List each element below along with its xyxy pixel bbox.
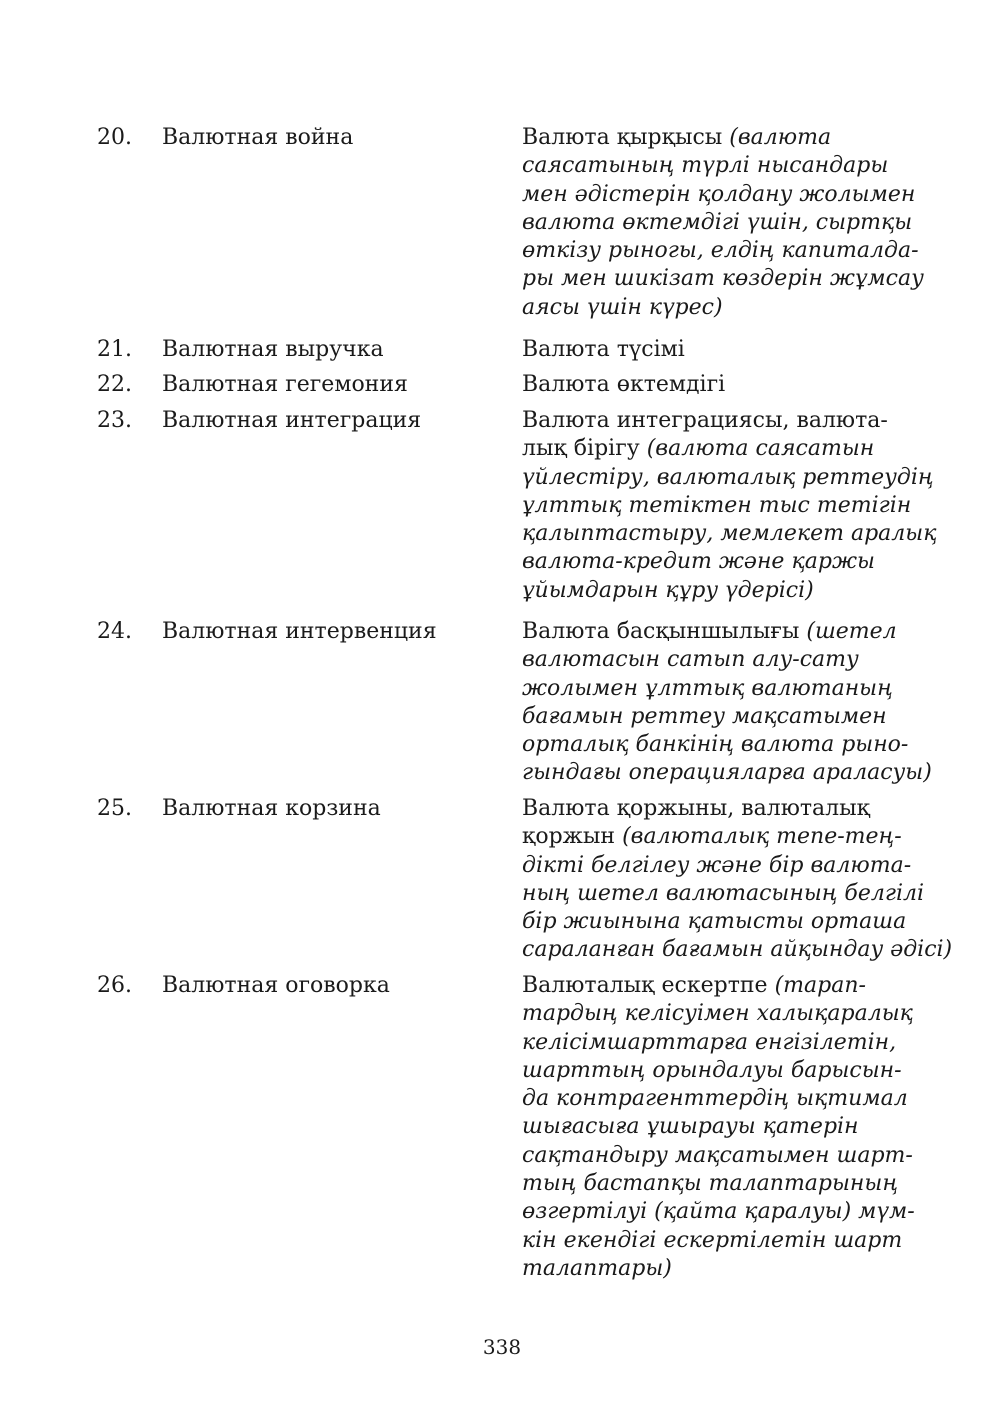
definition-explanation: валютасын сатып алу-сату [522,647,859,673]
definition-line [522,464,934,492]
definition-line [522,181,922,209]
definition-line [522,294,922,322]
definition-line [522,972,922,1000]
definition-line [522,1227,922,1255]
definition-explanation: (валюта [729,125,832,150]
definition-explanation: дікті белгілеу және бір валюта- [522,852,912,878]
kazakh-definition [522,371,922,399]
definition-explanation: аясы үшін күрес) [522,294,723,320]
kazakh-definition [522,795,953,965]
definition-term: Валюта басқыншылығы [522,619,807,644]
definition-explanation: ұйымдарын құру үдерісі) [522,577,814,603]
definition-explanation: келісімшарттарға енгізілетін, [522,1029,897,1055]
entry-number: 20. [97,125,132,150]
definition-line [522,492,922,520]
definition-term: қоржын [522,824,623,850]
definition-term: Валюталық ескертпе [522,973,775,998]
definition-explanation: тардың келісуімен халықаралық [522,1001,913,1027]
definition-line [522,1255,922,1283]
definition-term: Валюта қырқысы [522,125,730,150]
definition-explanation: ұлттық тетіктен тыс тетігін [522,492,912,518]
russian-term: Валютная интервенция [162,619,437,644]
definition-line [522,1142,922,1170]
russian-term: Валютная война [162,125,354,150]
russian-term: Валютная выручка [162,337,384,362]
kazakh-definition [522,618,932,788]
definition-line [522,124,922,152]
entry-number: 25. [97,796,132,821]
definition-explanation: сақтандыру мақсатымен шарт- [522,1142,913,1168]
russian-term: Валютная оговорка [162,973,390,998]
definition-line [522,577,922,605]
definition-explanation: (шетел [806,619,897,644]
definition-line [522,336,922,364]
definition-line [522,1113,922,1141]
page-number: 338 [482,1335,522,1359]
definition-line [522,1057,922,1085]
definition-explanation: өзгертілуі (қайта қаралуы) мүм- [522,1199,915,1225]
definition-explanation: қалыптастыру, мемлекет аралық [522,521,937,547]
definition-line [522,936,953,964]
definition-explanation: саясатының түрлі нысандары [522,153,889,179]
entry-number: 24. [97,619,132,644]
definition-line [522,1029,922,1057]
definition-line [522,1170,922,1198]
definition-line [522,852,922,880]
entry-number: 26. [97,973,132,998]
definition-explanation: үйлестіру, валюталық реттеудің [522,464,934,490]
definition-line [522,520,937,548]
kazakh-definition [522,972,922,1283]
definition-line [522,1085,922,1113]
definition-line [522,795,922,823]
definition-explanation: орталық банкінің валюта рыно- [522,732,909,758]
kazakh-definition [522,336,922,364]
definition-explanation: (тарап- [774,973,866,998]
entry-number: 22. [97,372,132,397]
definition-explanation: ры мен шикізат көздерін жұмсау [522,266,924,292]
definition-line [522,646,922,674]
russian-term: Валютная гегемония [162,372,408,397]
definition-line [522,548,922,576]
definition-explanation: шығасыға ұшырауы қатерін [522,1114,859,1140]
definition-explanation: валюта өктемдігі үшін, сыртқы [522,209,913,235]
definition-term: Валюта түсімі [522,337,685,362]
definition-line [522,759,932,787]
russian-term: Валютная корзина [162,796,381,821]
entry-number: 21. [97,337,132,362]
definition-explanation: валюта-кредит және қаржы [522,549,875,575]
kazakh-definition [522,407,937,605]
definition-explanation: талаптары) [522,1255,672,1281]
kazakh-definition [522,124,922,322]
definition-line [522,1000,922,1028]
definition-line [522,731,922,759]
definition-line [522,237,922,265]
definition-line [522,618,922,646]
definition-line [522,880,925,908]
definition-explanation: шарттың орындалуы барысын- [522,1057,902,1083]
definition-explanation: (валюталық тепе-тең- [622,824,902,850]
definition-explanation: бағамын реттеу мақсатымен [522,703,887,729]
russian-term: Валютная интеграция [162,408,422,433]
definition-explanation: сараланған бағамын айқындау әдісі) [522,937,953,963]
definition-line [522,908,922,936]
definition-term: Валюта интеграциясы, валюта- [522,408,888,433]
definition-explanation: (валюта саясатын [646,436,875,462]
definition-explanation: бір жиынына қатысты орташа [522,909,907,935]
entry-number: 23. [97,408,132,433]
definition-term: Валюта өктемдігі [522,372,726,397]
definition-explanation: жолымен ұлттық валютаның [522,675,893,701]
definition-line [522,265,922,293]
definition-explanation: өткізу рыногы, елдің капиталда- [522,238,919,264]
definition-line [522,407,922,435]
definition-term: лық бірігу [522,436,647,462]
definition-explanation: гындағы операцияларға араласуы) [522,760,932,786]
definition-explanation: мен әдістерін қолдану жолымен [522,181,916,207]
definition-explanation: кін екендігі ескертілетін шарт [522,1227,903,1253]
definition-explanation: тың бастапқы талаптарының [522,1171,898,1197]
definition-explanation: ның шетел валютасының белгілі [522,880,925,906]
definition-term: Валюта қоржыны, валюталық [522,796,870,821]
definition-explanation: да контрагенттердің ықтимал [522,1086,908,1112]
definition-line [522,152,922,180]
definition-line [522,703,922,731]
definition-line [522,823,922,851]
definition-line [522,209,922,237]
definition-line [522,435,922,463]
definition-line [522,1198,922,1226]
definition-line [522,675,922,703]
definition-line [522,371,922,399]
